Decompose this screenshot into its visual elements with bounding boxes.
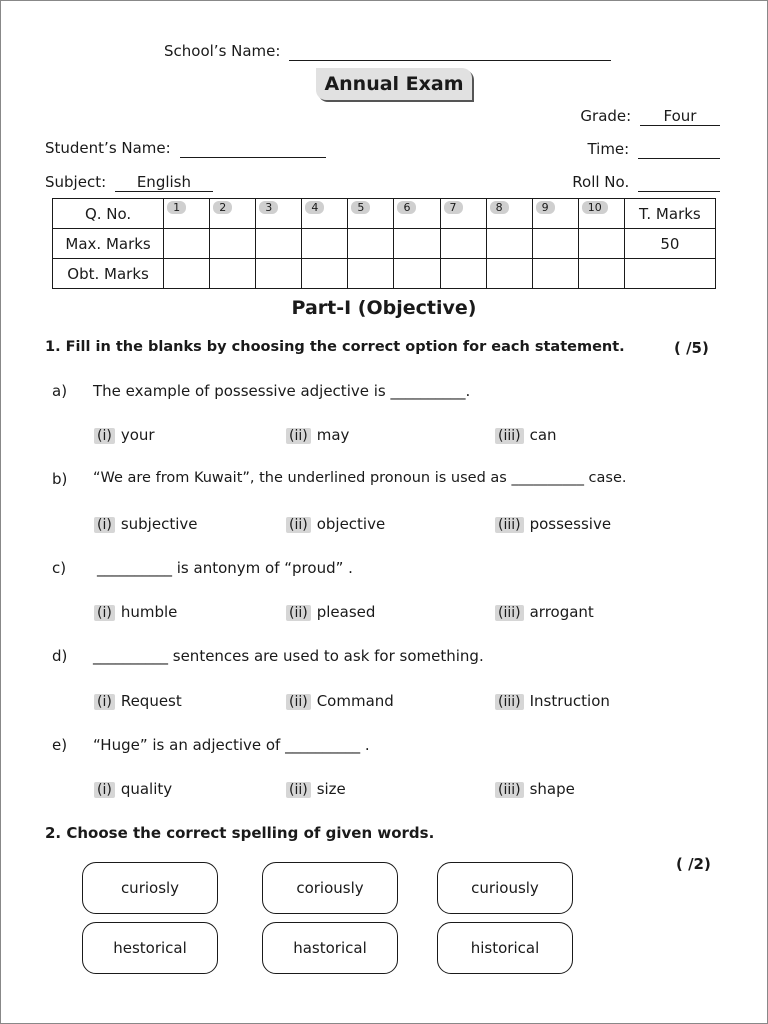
option-text: size: [316, 780, 346, 798]
option-text: may: [316, 426, 350, 444]
option-tag: (ii): [286, 694, 311, 710]
roll-no-field[interactable]: [638, 173, 720, 192]
roll-no-row: [572, 173, 720, 192]
obt-cell[interactable]: [394, 259, 440, 289]
exam-title: Annual Exam: [316, 68, 472, 100]
question-number: 4: [305, 201, 324, 214]
question-text: __________ sentences are used to ask for something.: [93, 647, 484, 665]
question-number: 8: [490, 201, 509, 214]
time-field[interactable]: [638, 140, 720, 159]
option[interactable]: [286, 603, 375, 621]
time-label: Time:: [587, 140, 630, 158]
max-cell[interactable]: [164, 229, 210, 259]
obt-cell[interactable]: [348, 259, 394, 289]
question-number: 5: [351, 201, 370, 214]
word-option[interactable]: coriously: [262, 862, 398, 914]
grade-label: Grade:: [580, 107, 632, 125]
word-option[interactable]: curiously: [437, 862, 573, 914]
obt-cell[interactable]: [210, 259, 256, 289]
subject-label: Subject:: [45, 173, 107, 191]
word-option[interactable]: hestorical: [82, 922, 218, 974]
max-cell[interactable]: [256, 229, 302, 259]
option-text: shape: [529, 780, 575, 798]
part-heading: Part-I (Objective): [291, 297, 477, 319]
grade-row: [580, 107, 720, 126]
question-number: 9: [536, 201, 555, 214]
qno-cell: [532, 199, 578, 229]
max-cell[interactable]: [394, 229, 440, 259]
qno-cell: [256, 199, 302, 229]
qno-cell: [348, 199, 394, 229]
option-text: can: [529, 426, 557, 444]
question-number: 10: [582, 201, 608, 214]
question-letter: c): [52, 559, 67, 577]
row-label-obt: Obt. Marks: [53, 259, 164, 289]
school-name-field[interactable]: [289, 42, 611, 61]
question-number: 2: [213, 201, 232, 214]
option-tag: (i): [94, 605, 115, 621]
option-tag: (i): [94, 517, 115, 533]
max-cell[interactable]: [532, 229, 578, 259]
option-tag: (ii): [286, 605, 311, 621]
option[interactable]: [286, 515, 385, 533]
word-option[interactable]: historical: [437, 922, 573, 974]
question-letter: d): [52, 647, 68, 665]
option-text: Instruction: [529, 692, 610, 710]
obt-cell[interactable]: [532, 259, 578, 289]
qno-cell: [394, 199, 440, 229]
option-tag: (i): [94, 694, 115, 710]
obt-cell[interactable]: [486, 259, 532, 289]
question-letter: e): [52, 736, 68, 754]
option-tag: (iii): [495, 605, 524, 621]
table-row: [53, 199, 716, 229]
max-cell[interactable]: [486, 229, 532, 259]
qno-cell: [210, 199, 256, 229]
question-letter: a): [52, 382, 68, 400]
student-name-row: [45, 139, 326, 158]
option-text: pleased: [316, 603, 376, 621]
obt-cell[interactable]: [302, 259, 348, 289]
student-name-field[interactable]: [180, 139, 326, 158]
table-row: [53, 259, 716, 289]
qno-cell: [164, 199, 210, 229]
max-cell[interactable]: [578, 229, 624, 259]
option-tag: (ii): [286, 782, 311, 798]
option-tag: (iii): [495, 517, 524, 533]
option[interactable]: [495, 692, 610, 710]
option[interactable]: [94, 426, 155, 444]
option-text: possessive: [529, 515, 612, 533]
question2-heading: 2. Choose the correct spelling of given words.: [45, 824, 435, 842]
question-letter: b): [52, 470, 68, 488]
question-number: 1: [167, 201, 186, 214]
option[interactable]: [286, 780, 346, 798]
max-cell[interactable]: [302, 229, 348, 259]
qno-cell: [578, 199, 624, 229]
option-text: humble: [120, 603, 178, 621]
obt-cell[interactable]: [256, 259, 302, 289]
option[interactable]: [94, 780, 172, 798]
qno-cell: [302, 199, 348, 229]
total-obt-cell[interactable]: [624, 259, 715, 289]
max-cell[interactable]: [348, 229, 394, 259]
option[interactable]: [94, 515, 197, 533]
option-text: your: [120, 426, 155, 444]
obt-cell[interactable]: [164, 259, 210, 289]
total-max-value: 50: [624, 229, 715, 259]
time-row: [587, 140, 720, 159]
obt-cell[interactable]: [578, 259, 624, 289]
option[interactable]: [495, 515, 611, 533]
question-text: __________ is antonym of “proud” .: [97, 559, 353, 577]
table-row: [53, 229, 716, 259]
question-number: 7: [444, 201, 463, 214]
option-tag: (iii): [495, 782, 524, 798]
option-tag: (i): [94, 428, 115, 444]
word-option[interactable]: curiosly: [82, 862, 218, 914]
total-marks-header: T. Marks: [624, 199, 715, 229]
subject-field[interactable]: English: [115, 173, 213, 192]
option[interactable]: [495, 426, 557, 444]
row-label-max: Max. Marks: [53, 229, 164, 259]
option[interactable]: [286, 692, 394, 710]
option-text: arrogant: [529, 603, 594, 621]
school-name-row: [164, 42, 611, 61]
qno-cell: [486, 199, 532, 229]
option[interactable]: [94, 692, 182, 710]
qno-cell: [440, 199, 486, 229]
question-number: 6: [397, 201, 416, 214]
subject-row: [45, 173, 213, 192]
obt-cell[interactable]: [440, 259, 486, 289]
option-tag: (ii): [286, 517, 311, 533]
option-text: Command: [316, 692, 394, 710]
question-text: The example of possessive adjective is __________.: [93, 382, 471, 400]
option[interactable]: [495, 603, 594, 621]
option-tag: (iii): [495, 428, 524, 444]
student-name-label: Student’s Name:: [45, 139, 171, 157]
question-number: 3: [259, 201, 278, 214]
option-tag: (iii): [495, 694, 524, 710]
question2-marks: ( /2): [676, 855, 711, 873]
question-text: “Huge” is an adjective of __________ .: [93, 736, 370, 754]
marks-table: [52, 198, 716, 289]
option-tag: (ii): [286, 428, 311, 444]
max-cell[interactable]: [440, 229, 486, 259]
option-text: subjective: [120, 515, 198, 533]
option-text: quality: [120, 780, 173, 798]
question-text: “We are from Kuwait”, the underlined pronoun is used as __________ case.: [93, 470, 627, 486]
roll-no-label: Roll No.: [572, 173, 630, 191]
row-label-qno: Q. No.: [53, 199, 164, 229]
school-name-label: School’s Name:: [164, 42, 281, 60]
option[interactable]: [94, 603, 177, 621]
question1-marks: ( /5): [674, 339, 709, 357]
option-tag: (i): [94, 782, 115, 798]
question1-heading: 1. Fill in the blanks by choosing the correct option for each statement.: [45, 339, 625, 355]
option-text: objective: [316, 515, 386, 533]
max-cell[interactable]: [210, 229, 256, 259]
option[interactable]: [286, 426, 349, 444]
option[interactable]: [495, 780, 575, 798]
option-text: Request: [120, 692, 182, 710]
grade-field[interactable]: Four: [640, 107, 720, 126]
word-option[interactable]: hastorical: [262, 922, 398, 974]
